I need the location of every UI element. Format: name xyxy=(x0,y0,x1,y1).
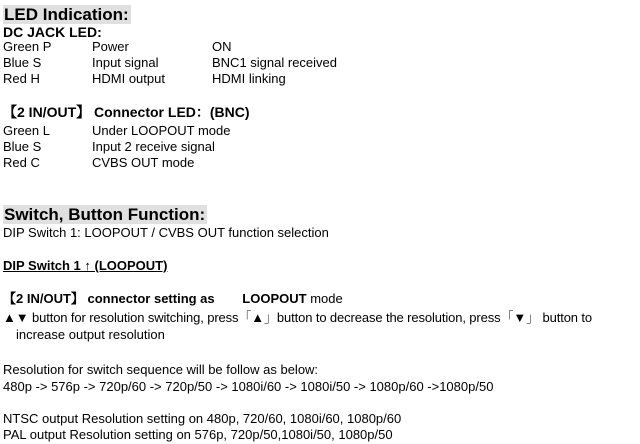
led-name: Red H xyxy=(3,71,40,86)
led-status: ON xyxy=(212,39,232,54)
dip-switch-heading: DIP Switch 1 ↑ (LOOPOUT) xyxy=(3,258,168,273)
led-status: BNC1 signal received xyxy=(212,55,338,70)
pal-resolution: PAL output Resolution setting on 576p, 720p/50,1080i/50, 1080p/50 xyxy=(3,427,393,442)
led-function: Under LOOPOUT mode xyxy=(92,123,231,138)
connector-setting-line xyxy=(3,291,343,307)
switch-function-heading: Switch, Button Function: xyxy=(4,205,206,224)
resolution-sequence: 480p -> 576p -> 720p/60 -> 720p/50 -> 1080i/60 -> 1080i/50 -> 1080p/60 ->1080p/50 xyxy=(3,379,494,394)
ntsc-resolution: NTSC output Resolution setting on 480p, 720/60, 1080i/60, 1080p/60 xyxy=(3,411,402,426)
button-instructions-line2: increase output resolution xyxy=(16,327,165,342)
led-function: Input 2 receive signal xyxy=(92,139,215,154)
led-function: Power xyxy=(92,39,129,54)
dip-switch-description: DIP Switch 1: LOOPOUT / CVBS OUT function selection xyxy=(3,225,329,240)
led-name: Green P xyxy=(3,39,52,54)
led-name: Green L xyxy=(3,123,50,138)
led-function: HDMI output xyxy=(92,71,165,86)
connector-mode: LOOPOUT xyxy=(242,291,307,306)
dc-jack-led-heading: DC JACK LED: xyxy=(3,24,102,40)
led-function: CVBS OUT mode xyxy=(92,155,195,170)
connector-led-heading: 【2 IN/OUT】 Connector LED：(BNC) xyxy=(3,104,250,120)
led-indication-heading: LED Indication: xyxy=(4,5,129,24)
led-status: HDMI linking xyxy=(212,71,286,86)
button-instructions-line1: ▲▼ button for resolution switching, press「▲」button to decrease the resolution, press「▼」 button to xyxy=(3,310,593,325)
led-function: Input signal xyxy=(92,55,159,70)
connector-setting-prefix: 【2 IN/OUT】 connector setting as xyxy=(3,291,215,306)
led-name: Blue S xyxy=(3,139,42,154)
sequence-intro: Resolution for switch sequence will be follow as below: xyxy=(3,362,319,377)
led-name: Red C xyxy=(3,155,40,170)
connector-setting-suffix: mode xyxy=(310,291,343,306)
led-name: Blue S xyxy=(3,55,42,70)
